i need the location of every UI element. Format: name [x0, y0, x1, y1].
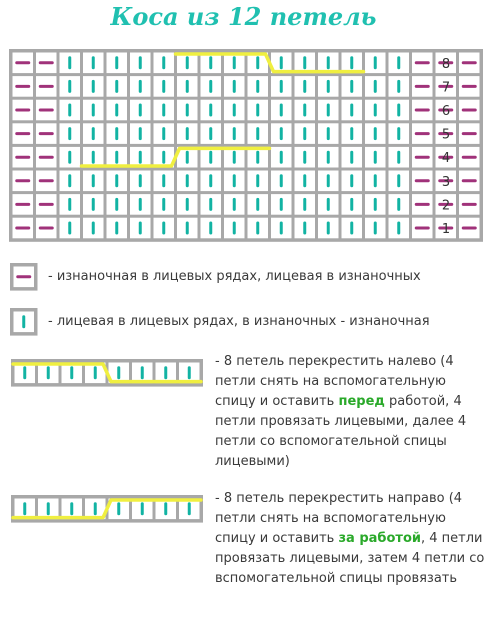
row-number: 8: [441, 56, 451, 72]
row-number: 2: [441, 198, 451, 214]
row-number: 1: [441, 222, 451, 237]
row-number: 7: [441, 80, 451, 96]
left-cross-text-a: - 8 петель перекрестить налево (4 петли снять на вспомогательную спицу и оставить: [215, 354, 454, 409]
left-cross-highlight: перед: [338, 394, 385, 409]
knit-legend-text: - лицевая в лицевых рядах, в изнаночных - изнаночная: [48, 314, 430, 329]
row-number: 4: [441, 151, 451, 167]
chart-title: Коса из 12 петель: [110, 2, 377, 31]
row-number: 3: [441, 174, 451, 190]
row-number: 6: [441, 104, 451, 119]
right-cross-text-a: - 8 петель перекрестить направо (4 петли снять на вспомогательную спицу и оставить: [215, 491, 463, 546]
right-cross-text-b: , 4 петли провязать лицевыми, затем 4 петли со вспомогательной спицы провязать: [215, 531, 485, 586]
grid-frame: [9, 49, 483, 242]
purl-legend-text: - изнаночная в лицевых рядах, лицевая в изнаночных: [48, 269, 421, 284]
right-cross-legend-text: [215, 489, 485, 589]
left-cross-legend-text: [215, 352, 480, 472]
right-cross-highlight: за работой: [338, 531, 421, 546]
row-number: 5: [441, 127, 451, 143]
left-cross-text-b: работой, 4 петли провязать лицевыми, далее 4 петли со вспомогательной спицы лицевыми): [215, 394, 467, 469]
